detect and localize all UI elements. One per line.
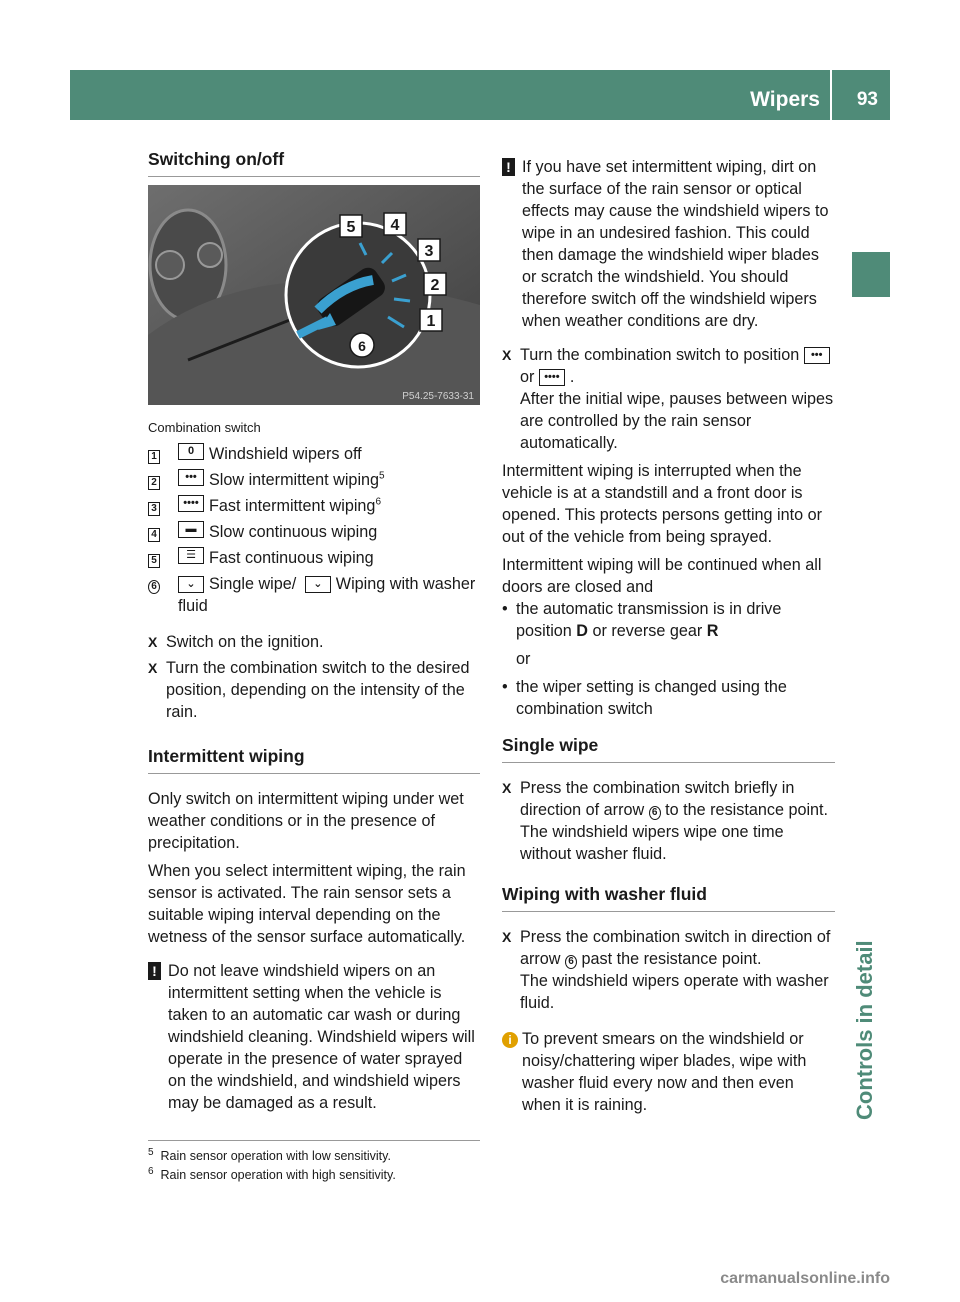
key-text: Fast continuous wiping xyxy=(209,549,374,567)
step-arrow-icon: X xyxy=(502,929,512,945)
info-note: i To prevent smears on the windshield or noisy/chattering wiper blades, wipe with washer fluid every now and then even when it is raining. xyxy=(502,1028,835,1116)
bullet-icon: • xyxy=(502,678,508,696)
chapter-label: Controls in detail xyxy=(852,940,877,1120)
warning-note: ! If you have set intermittent wiping, dirt on the surface of the rain sensor or optical effects may cause the windshield wipers to wipe in an undesired fashion. This could then damage the windshield wiper blades or scratch the windshield. You should therefore switch off the windshield wipers when weather conditions are dry. xyxy=(502,156,835,332)
paragraph: Intermittent wiping is interrupted when the vehicle is at a standstill and a front door is opened. This protects persons getting into or out of the vehicle from being sprayed. xyxy=(502,462,823,546)
key-number: 1 xyxy=(148,450,160,464)
figure-callout-2: 2 xyxy=(430,277,440,294)
bullet-icon: • xyxy=(502,600,508,618)
section-title-switching: Switching on/off xyxy=(148,148,480,177)
footnote-ref: 6 xyxy=(375,496,381,508)
list-item: • the automatic transmission is in drive position D or reverse gear R xyxy=(502,600,782,640)
page-number: 93 xyxy=(856,89,878,110)
section-header-title: Wipers xyxy=(750,88,820,111)
key-row-6 xyxy=(148,573,480,617)
key-text: Slow intermittent wiping$^5$ xyxy=(209,470,385,489)
step-item: X Press the combination switch in direction of arrow 6 past the resistance point. The windshield wipers operate with washer fluid. xyxy=(502,928,831,1012)
key-number: 2 xyxy=(148,476,160,490)
step-arrow-icon: X xyxy=(502,780,512,796)
watermark: carmanualsonline.info xyxy=(720,1270,890,1287)
key-text: Slow continuous wiping xyxy=(209,523,378,541)
step-item: X Switch on the ignition. xyxy=(148,633,324,651)
key-number: 5 xyxy=(148,554,160,568)
combination-switch-figure xyxy=(148,185,480,405)
key-row-1 xyxy=(148,443,480,465)
right-column xyxy=(502,148,835,1116)
slow-intermittent-icon: ••• xyxy=(178,469,204,486)
fast-intermittent-icon: •••• xyxy=(178,495,204,512)
step-arrow-icon: X xyxy=(148,634,158,650)
key-text: Fast intermittent wiping$^6$ xyxy=(209,496,381,515)
key-row-3 xyxy=(148,495,480,517)
washer-fluid-icon: ⌄ xyxy=(305,576,331,593)
paragraph: Intermittent wiping will be continued when all doors are closed and xyxy=(502,556,822,596)
or-text: or xyxy=(516,650,531,668)
footnotes xyxy=(148,1140,480,1185)
key-row-2 xyxy=(148,469,480,491)
figure-callout-1: 1 xyxy=(426,313,436,330)
step-item: X Turn the combination switch to the desired position, depending on the intensity of the rain. xyxy=(148,659,470,721)
paragraph: When you select intermittent wiping, the rain sensor is activated. The rain sensor sets a suitable wiping interval depending on the wetness of the sensor surface automatically. xyxy=(148,862,466,946)
step-arrow-icon: X xyxy=(148,660,158,676)
info-icon: i xyxy=(502,1032,518,1048)
figure-callout-4: 4 xyxy=(390,217,400,234)
figure-caption: Combination switch xyxy=(148,420,261,435)
warning-icon: ! xyxy=(502,158,515,176)
paragraph: Only switch on intermittent wiping under wet weather conditions or in the presence of precipitation. xyxy=(148,790,464,852)
figure-callout-5: 5 xyxy=(346,219,356,236)
section-title-washer: Wiping with washer fluid xyxy=(502,883,835,912)
figure-callout-6: 6 xyxy=(358,338,366,354)
list-item: • the wiper setting is changed using the combination switch xyxy=(502,678,787,718)
figure-callout-3: 3 xyxy=(424,243,434,260)
figure-code: P54.25-7633-31 xyxy=(402,391,474,402)
slow-intermittent-icon: ••• xyxy=(804,347,830,364)
footnote-ref: 5 xyxy=(379,470,385,482)
fast-intermittent-icon: •••• xyxy=(539,369,565,386)
left-column xyxy=(148,148,480,1114)
warning-icon: ! xyxy=(148,962,161,980)
key-text: ⌄ Single wipe/ ⌄ Wiping with washer fluid xyxy=(178,575,476,615)
combination-switch-illustration xyxy=(148,185,480,405)
footnote: $^5$ Rain sensor operation with low sensitivity. xyxy=(148,1146,391,1163)
arrow-ref: 6 xyxy=(565,955,577,969)
step-item: X Press the combination switch briefly in direction of arrow 6 to the resistance point. The windshield wipers wipe one time without washer fluid. xyxy=(502,779,829,863)
single-wipe-icon: ⌄ xyxy=(178,576,204,593)
key-number: 3 xyxy=(148,502,160,516)
key-number: 6 xyxy=(148,580,160,594)
section-title-single-wipe: Single wipe xyxy=(502,734,835,763)
key-row-4 xyxy=(148,521,480,543)
side-tab-block xyxy=(852,252,890,297)
chapter-side-tab xyxy=(852,120,890,1120)
fast-continuous-icon: ☰ xyxy=(178,547,204,564)
warning-note: ! Do not leave windshield wipers on an intermittent setting when the vehicle is taken to an automatic car wash or during windshield cleaning. Windshield wipers will operate in the presence of water sprayed on the windshield, and windshield wipers may be damaged as a result. xyxy=(148,960,480,1114)
key-row-5 xyxy=(148,547,480,569)
key-text: Windshield wipers off xyxy=(209,445,362,463)
page-header xyxy=(70,70,890,120)
step-item: X Turn the combination switch to position •••or •••• . After the initial wipe, pauses between wipes are controlled by the rain sensor automatically. xyxy=(502,346,834,452)
header-divider xyxy=(830,70,832,120)
wipers-off-icon: 0 xyxy=(178,443,204,460)
section-title-intermittent: Intermittent wiping xyxy=(148,745,480,774)
arrow-ref: 6 xyxy=(649,806,661,820)
slow-continuous-icon: ▬ xyxy=(178,521,204,538)
step-arrow-icon: X xyxy=(502,347,512,363)
key-number: 4 xyxy=(148,528,160,542)
footnote: $^6$ Rain sensor operation with high sensitivity. xyxy=(148,1165,396,1182)
